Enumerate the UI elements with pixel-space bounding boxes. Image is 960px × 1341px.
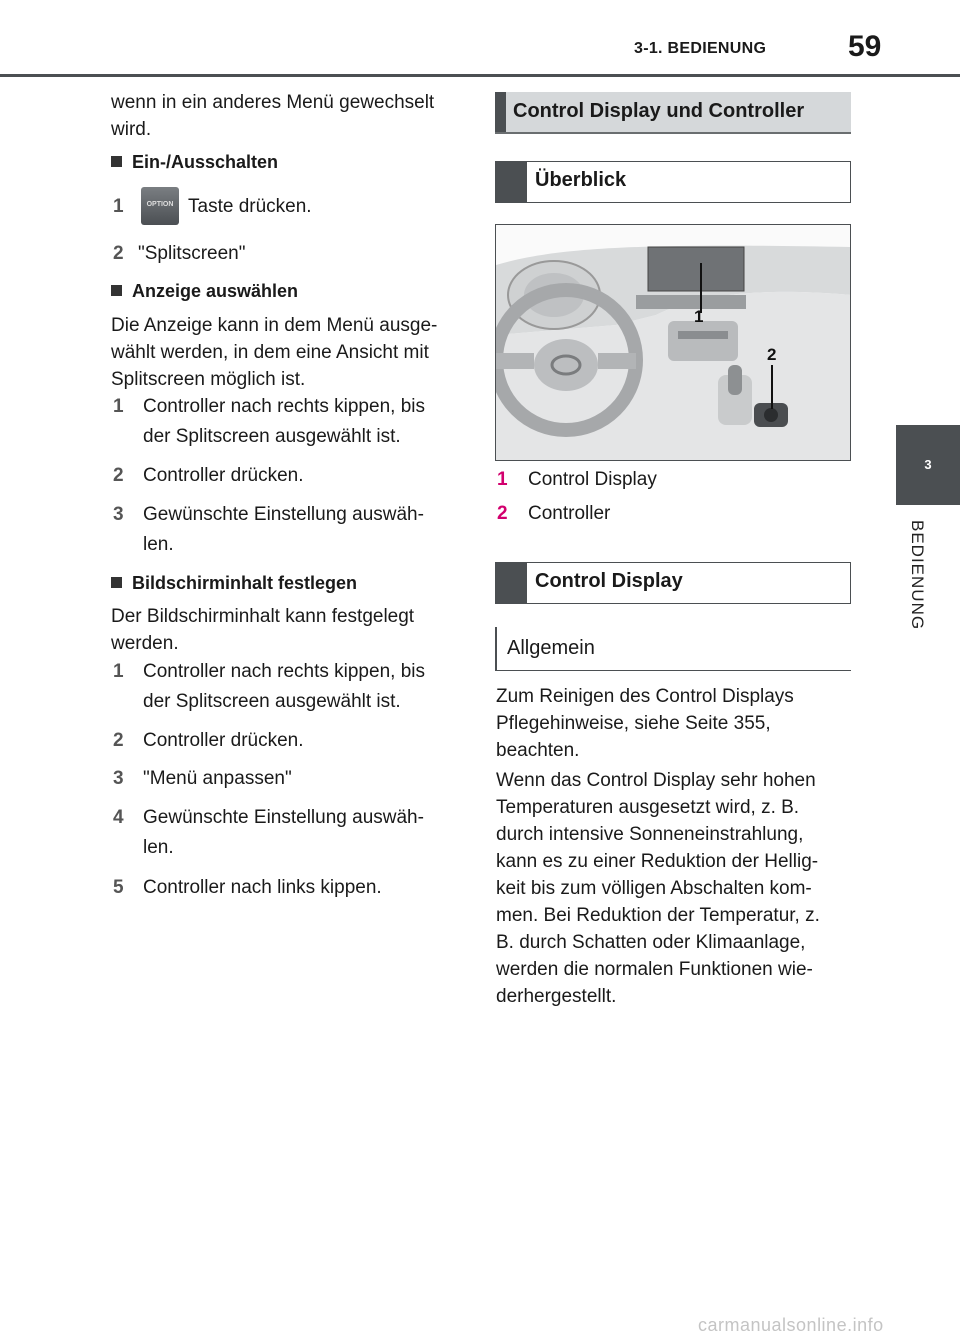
- legend-number: 1: [497, 469, 508, 490]
- figure-callout-2: 2: [767, 345, 777, 364]
- section-title: 3-1. BEDIENUNG: [634, 40, 767, 57]
- paragraph-line: durch intensive Sonneneinstrahlung,: [496, 824, 804, 845]
- step-number: 1: [113, 196, 124, 217]
- paragraph-line: Pflegehinweise, siehe Seite 355,: [496, 713, 771, 734]
- control-display-heading: Control Display: [495, 562, 851, 604]
- square-bullet-icon: [111, 156, 122, 167]
- step-text: "Menü anpassen": [143, 768, 292, 789]
- step-number: 3: [113, 504, 124, 525]
- step-number: 2: [113, 243, 124, 264]
- paragraph-line: B. durch Schatten oder Klimaanlage,: [496, 932, 806, 953]
- paragraph-line: Wenn das Control Display sehr hohen: [496, 770, 816, 791]
- paragraph-line: wählt werden, in dem eine Ansicht mit: [111, 342, 429, 363]
- step-text: Controller nach links kippen.: [143, 877, 382, 898]
- paragraph-line: kann es zu einer Reduktion der Hellig-: [496, 851, 819, 872]
- legend-number: 2: [497, 503, 508, 524]
- cockpit-drawing: [496, 225, 851, 461]
- step-text: Gewünschte Einstellung auswäh-: [143, 504, 424, 525]
- step-text: Taste drücken.: [188, 196, 312, 217]
- subheading-bildschirm: Bildschirminhalt festlegen: [111, 573, 357, 594]
- paragraph-line: Der Bildschirminhalt kann festgelegt: [111, 606, 415, 627]
- step-text: Controller drücken.: [143, 465, 304, 486]
- paragraph-line: werden die normalen Funktionen wie-: [496, 959, 813, 980]
- header-rule: [0, 74, 960, 77]
- step-number: 1: [113, 661, 124, 682]
- intro-line-1: wenn in ein anderes Menü gewechselt: [111, 92, 435, 113]
- cockpit-illustration: [495, 224, 851, 461]
- step-text: Controller nach rechts kippen, bis: [143, 661, 425, 682]
- step-text: Controller nach rechts kippen, bis: [143, 396, 425, 417]
- option-button-icon: OPTION: [141, 187, 179, 225]
- step-number: 3: [113, 768, 124, 789]
- step-number: 2: [113, 465, 124, 486]
- square-bullet-icon: [111, 577, 122, 588]
- legend-text: Controller: [528, 503, 611, 524]
- step-text: Gewünschte Einstellung auswäh-: [143, 807, 424, 828]
- subheading-anzeige: Anzeige auswählen: [111, 281, 298, 302]
- paragraph-line: derhergestellt.: [496, 986, 617, 1007]
- chapter-tab[interactable]: 3: [896, 425, 960, 505]
- step-text: der Splitscreen ausgewählt ist.: [143, 691, 401, 712]
- watermark-link[interactable]: carmanualsonline.info: [698, 1315, 884, 1335]
- step-number: 1: [113, 396, 124, 417]
- figure-callout-1: 1: [694, 307, 704, 326]
- step-number: 4: [113, 807, 124, 828]
- main-heading: Control Display und Controller: [495, 92, 851, 134]
- paragraph-line: Temperaturen ausgesetzt wird, z. B.: [496, 797, 800, 818]
- paragraph-line: Die Anzeige kann in dem Menü ausge-: [111, 315, 438, 336]
- overview-heading: Überblick: [495, 161, 851, 203]
- step-number: 5: [113, 877, 124, 898]
- subheading-ein-aus: Ein-/Ausschalten: [111, 152, 278, 173]
- chapter-label: BEDIENUNG: [908, 520, 927, 631]
- step-number: 2: [113, 730, 124, 751]
- intro-line-2: wird.: [111, 119, 152, 140]
- paragraph-line: werden.: [111, 633, 179, 654]
- paragraph-line: beachten.: [496, 740, 580, 761]
- step-text: len.: [143, 534, 174, 555]
- step-text: len.: [143, 837, 174, 858]
- square-bullet-icon: [111, 285, 122, 296]
- step-text: Controller drücken.: [143, 730, 304, 751]
- paragraph-line: Splitscreen möglich ist.: [111, 369, 306, 390]
- step-text: "Splitscreen": [138, 243, 246, 264]
- paragraph-line: men. Bei Reduktion der Temperatur, z.: [496, 905, 820, 926]
- paragraph-line: Zum Reinigen des Control Displays: [496, 686, 794, 707]
- step-text: der Splitscreen ausgewählt ist.: [143, 426, 401, 447]
- allgemein-heading: Allgemein: [495, 627, 851, 671]
- paragraph-line: keit bis zum völligen Abschalten kom-: [496, 878, 812, 899]
- legend-text: Control Display: [528, 469, 657, 490]
- page-number: 59: [848, 30, 882, 63]
